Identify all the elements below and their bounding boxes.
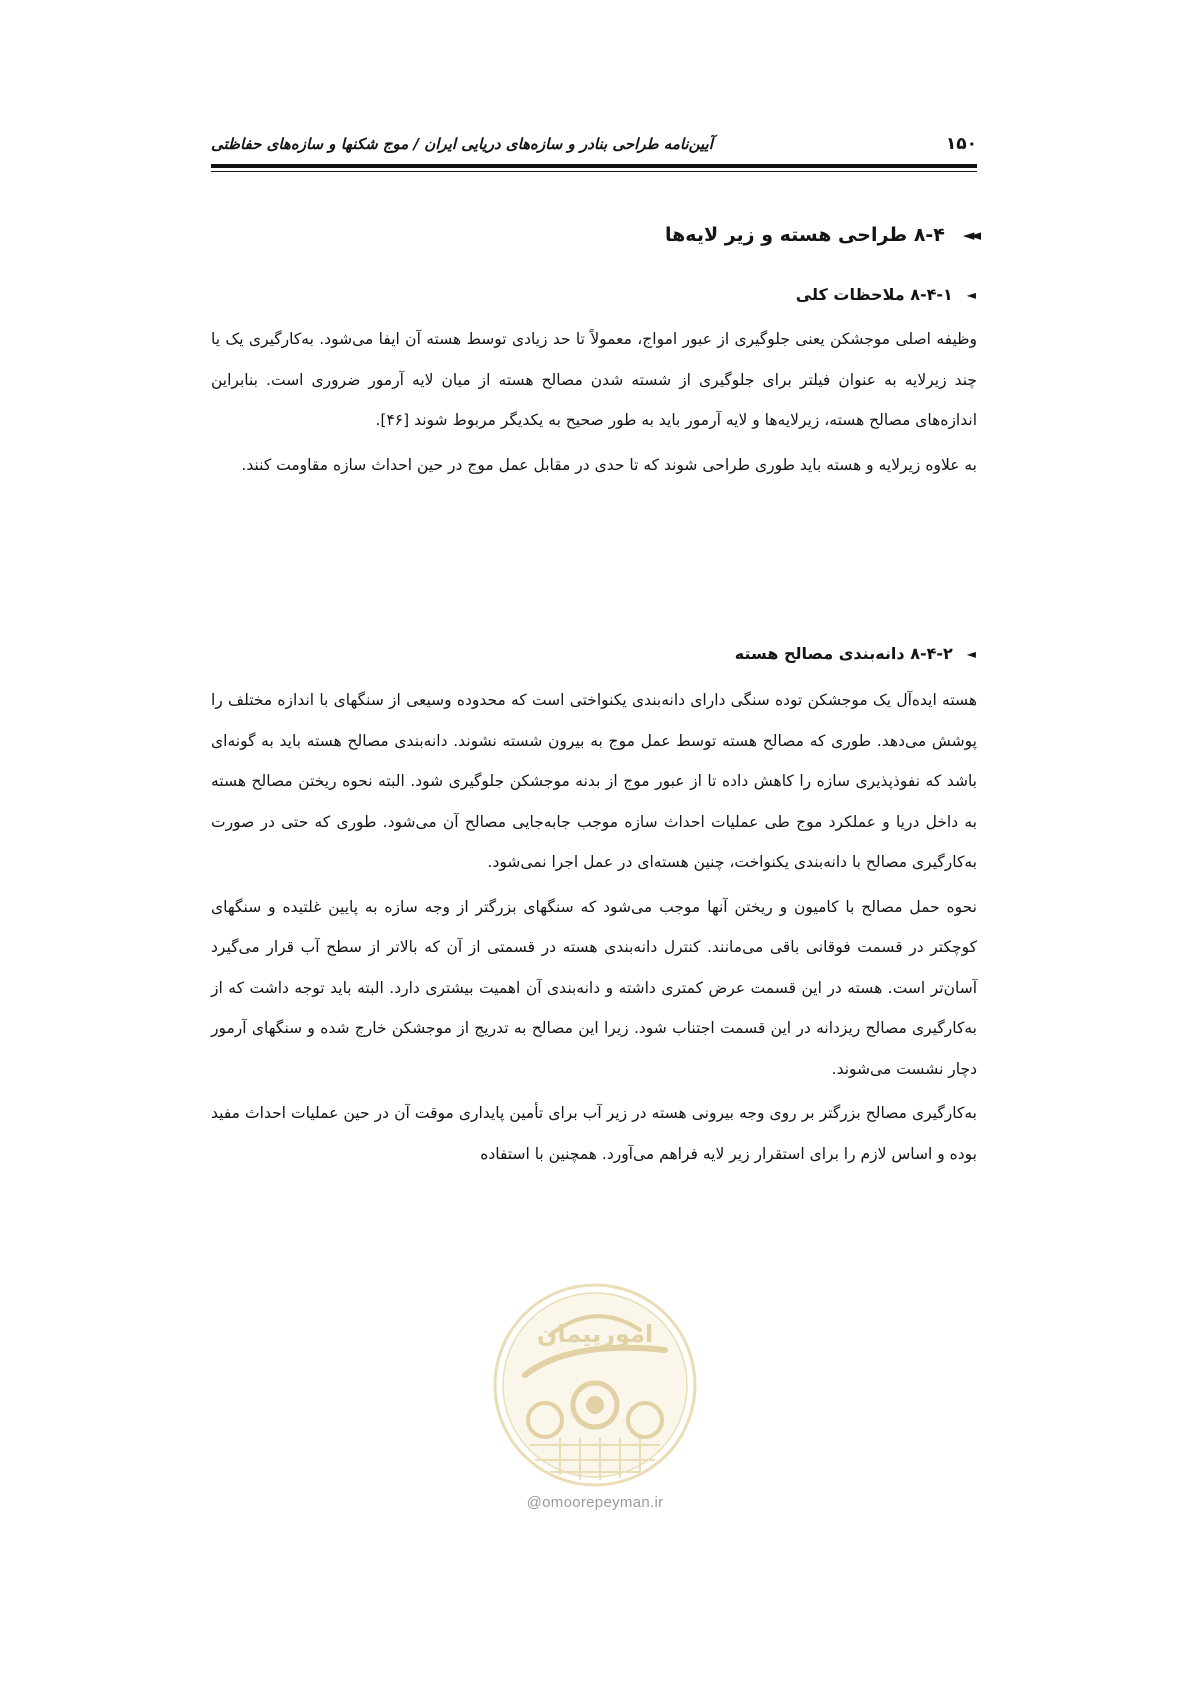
running-header-title: آیین‌نامه طراحی بنادر و سازه‌های دریایی ایران / موج شکنها و سازه‌های حفاظتی <box>211 135 713 153</box>
subsection-heading <box>796 282 976 308</box>
paragraph: به علاوه زیرلایه و هسته باید طوری طراحی شوند که تا حدی در مقابل عمل موج در حین احداث سازه مقاومت کنند. <box>241 455 977 474</box>
section-title: ۸-۴ طراحی هسته و زیر لایه‌ها <box>665 224 945 246</box>
double-arrow-icon: ◄◄ <box>962 226 976 244</box>
arrow-icon: ◄ <box>966 288 976 302</box>
arrow-icon: ◄ <box>966 647 976 661</box>
paragraph: نحوه حمل مصالح با کامیون و ریختن آنها موجب می‌شود که سنگهای بزرگتر از وجه سازه به پایین غلتیده و سنگهای کوچکتر در قسمت فوقانی باقی می‌مانند. کنترل دانه‌بندی هسته در قسمتی از آن که بالاتر از سطح آب قرار می‌گیرد آسان‌تر است. هسته در این قسمت عرض کمتری داشته و دانه‌بندی آن اهمیت بیشتری دارد. البته باید توجه داشت که از به‌کارگیری مصالح ریزدانه در این قسمت اجتناب شود. زیرا این مصالح به تدریج از موجشکن خارج شده و سنگهای آرمور دچار نشست می‌شوند. <box>211 897 977 1078</box>
paragraph: وظیفه اصلی موجشکن یعنی جلوگیری از عبور امواج، معمولاً تا حد زیادی توسط هسته آن ایفا می‌شود. به‌کارگیری یک یا چند زیرلایه به عنوان فیلتر برای جلوگیری از شسته شدن مصالح هسته از میان لایه آرمور ضروری است. بنابراین اندازه‌های مصالح هسته، زیرلایه‌ها و لایه آرمور باید به طور صحیح به یکدیگر مربوط شوند [۴۶]. <box>211 330 977 429</box>
page-number: ۱۵۰ <box>945 134 977 154</box>
running-header <box>211 132 977 158</box>
subsection-title: ۸-۴-۲ دانه‌بندی مصالح هسته <box>734 644 953 663</box>
paragraph: به‌کارگیری مصالح بزرگتر بر روی وجه بیرونی هسته در زیر آب برای تأمین پایداری موقت آن در حین عملیات احداث مفید بوده و اساس لازم را برای استقرار زیر لایه فراهم می‌آورد. همچنین با استفاده <box>211 1104 977 1163</box>
subsection-body <box>211 680 977 1174</box>
watermark-url: @omoorepeyman.ir <box>526 1494 664 1511</box>
watermark-logo-text: امورپیمان <box>536 1320 654 1348</box>
subsection-title: ۸-۴-۱ ملاحظات کلی <box>795 285 953 304</box>
watermark-logo <box>490 1280 700 1490</box>
paragraph: هسته ایده‌آل یک موجشکن توده سنگی دارای دانه‌بندی یکنواختی است که محدوده وسیعی از سنگهای با اندازه مختلف را پوشش می‌دهد. طوری که مصالح هسته توسط عمل موج به بیرون شسته نشوند. دانه‌بندی مصالح هسته باید به گونه‌ای باشد که نفوذپذیری سازه را کاهش داده تا از عبور موج از بدنه موجشکن جلوگیری شود. البته نحوه ریختن مصالح هسته به داخل دریا و عملکرد موج طی عملیات احداث سازه موجب جابه‌جایی مصالح آن می‌شود. طوری که حتی در صورت به‌کارگیری مصالح با دانه‌بندی یکنواخت، چنین هسته‌ای در عمل اجرا نمی‌شود. <box>211 691 977 871</box>
subsection-body <box>211 319 977 485</box>
section-heading <box>665 220 976 250</box>
header-rule-thin <box>211 171 977 172</box>
header-rule-thick <box>211 164 977 168</box>
subsection-heading <box>735 641 976 667</box>
